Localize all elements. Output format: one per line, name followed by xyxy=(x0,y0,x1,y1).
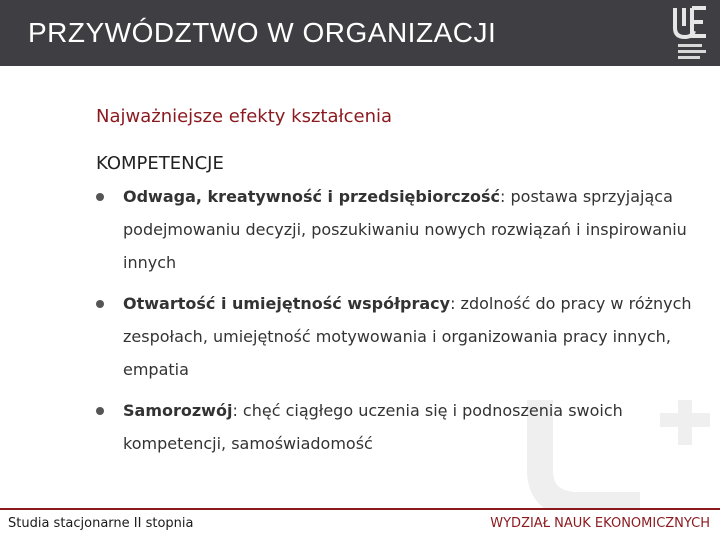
bullet-icon xyxy=(96,300,104,308)
section-subtitle: Najważniejsze efekty kształcenia xyxy=(96,106,393,127)
section-heading: KOMPETENCJE xyxy=(96,153,224,174)
ue-logo-icon xyxy=(672,6,708,40)
page-title: PRZYWÓDZTWO W ORGANIZACJI xyxy=(28,17,497,48)
footer-faculty: WYDZIAŁ NAUK EKONOMICZNYCH xyxy=(490,516,710,531)
item-term: Samorozwój xyxy=(123,401,233,420)
item-description: : zdolność do pracy w różnych zespołach, umiejętność motywowania i organizowania pracy innych, empatia xyxy=(123,294,692,379)
item-description: : chęć ciągłego uczenia się i podnoszenia swoich kompetencji, samoświadomość xyxy=(123,401,623,453)
list-item xyxy=(96,180,706,279)
main-content xyxy=(96,106,706,460)
competence-list xyxy=(96,180,706,460)
university-logo xyxy=(668,6,714,62)
item-term: Otwartość i umiejętność współpracy xyxy=(123,294,451,313)
item-description: : postawa sprzyjająca podejmowaniu decyzji, poszukiwaniu nowych rozwiązań i inspirowaniu innych xyxy=(123,187,687,272)
bullet-icon xyxy=(96,407,104,415)
bullet-icon xyxy=(96,193,104,201)
header-bar xyxy=(0,0,720,66)
item-term: Odwaga, kreatywność i przedsiębiorczość xyxy=(123,187,501,206)
list-item xyxy=(96,394,706,460)
list-item xyxy=(96,287,706,386)
footer-divider xyxy=(0,508,720,510)
footer-study-mode: Studia stacjonarne II stopnia xyxy=(8,516,194,531)
